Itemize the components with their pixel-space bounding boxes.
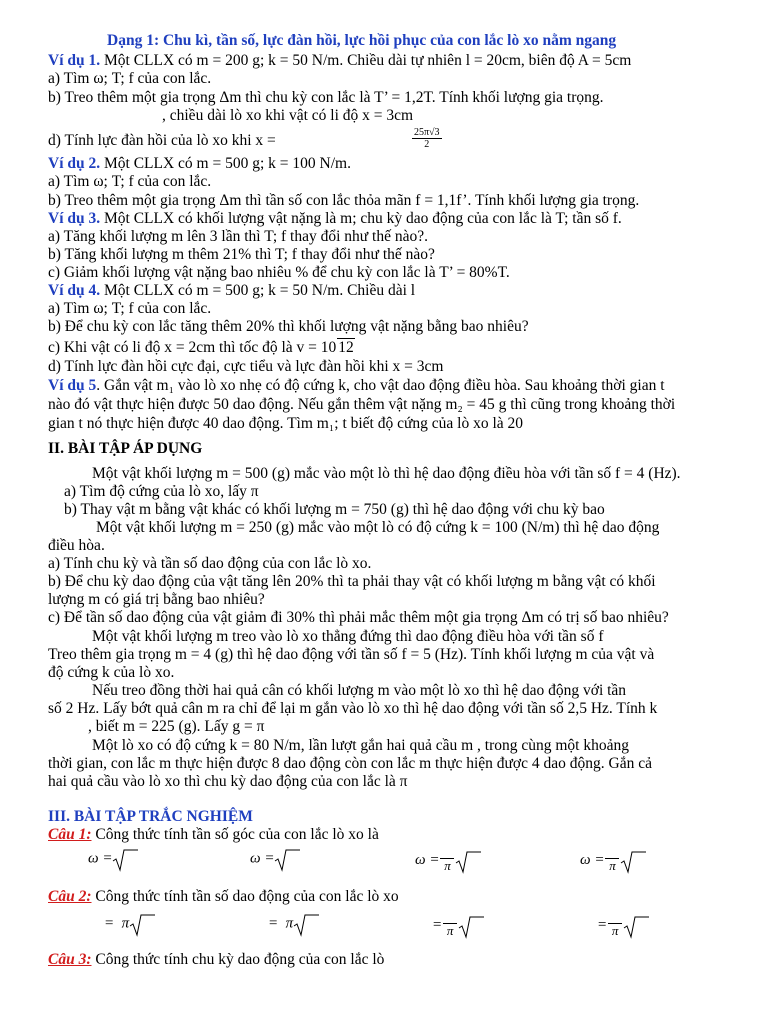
q1-option-a [88, 848, 134, 870]
problem-5-cont: thời gian, con lắc m thực hiện được 8 dao động còn con lắc m thực hiện được 4 dao động. Gắn cả [48, 755, 652, 772]
q2-option-d [597, 913, 645, 938]
problem-1: Một vật khối lượng m = 500 (g) mắc vào một lò thì hệ dao động điều hòa với tần số f = 4 (Hz). [92, 465, 681, 482]
example-1-b: b) Treo thêm một gia trọng Δm thì chu kỳ con lắc là T’ = 1,2T. Tính khối lượng gia trọng. [48, 89, 604, 106]
example-3 [48, 210, 622, 228]
problem-3-cont-2: độ cứng k của lò xo. [48, 664, 175, 681]
sqrt-icon [458, 915, 480, 937]
fraction-over-pi [605, 848, 619, 873]
example-2-b: b) Treo thêm một gia trọng Δm thì tần số con lắc thỏa mãn f = 1,1f’. Tính khối lượng gia trọng. [48, 192, 640, 209]
fraction-numerator: 25π√3 [414, 127, 440, 138]
sqrt-icon [455, 850, 477, 872]
sqrt-icon [293, 913, 315, 935]
example-text: Một CLLX có khối lượng vật nặng là m; chu kỳ dao động của con lắc là T; tần số f. [100, 210, 622, 227]
q1-option-b [250, 848, 296, 870]
problem-2-b: b) Để chu kỳ dao động của vật tăng lên 20% thì ta phải thay vật có khối lượng m bằng vật có khối [48, 573, 656, 590]
problem-4-cont-2: , biết m = 225 (g). Lấy g = π [88, 718, 265, 735]
example-5-c: gian t nó thực hiện được 40 dao động. Tìm m₁; t biết độ cứng của lò xo là 20 [48, 415, 524, 432]
pi-symbol: π [121, 915, 130, 932]
example-4-c-text: c) Khi vật có li độ x = 2cm thì tốc độ là v = 10 [48, 339, 337, 356]
omega-eq: ω = [415, 851, 440, 868]
example-5-b: nào đó vật thực hiện được 50 dao động. Nếu gắn thêm vật nặng m₂ = 45 g thì cũng trong khoảng thời [48, 396, 676, 413]
question-label: Câu 1: [48, 826, 92, 843]
example-1 [48, 52, 631, 70]
omega-eq: ω = [88, 850, 113, 867]
example-1-d: d) Tính lực đàn hồi của lò xo khi x = [48, 132, 276, 149]
sqrt-radicand: 12 [338, 339, 354, 356]
sqrt-icon [274, 848, 296, 870]
fraction-denominator: 2 [424, 139, 430, 150]
problem-3: Một vật khối lượng m treo vào lò xo thẳng đứng thì dao động điều hòa với tần số f [92, 628, 604, 645]
example-label: Ví dụ 3. [48, 210, 101, 227]
example-3-b: b) Tăng khối lượng m thêm 21% thì T; f thay đổi như thế nào? [48, 246, 435, 263]
sqrt-icon [620, 850, 642, 872]
pi-symbol: π [609, 858, 616, 873]
example-label: Ví dụ 4. [48, 282, 101, 299]
problem-5: Một lò xo có độ cứng k = 80 N/m, lần lượt gắn hai quả cầu m , trong cùng một khoảng [92, 737, 629, 754]
q2-option-a [104, 913, 151, 935]
pi-symbol: π [611, 923, 619, 938]
omega-eq: ω = [580, 851, 605, 868]
question-text: Công thức tính tần số góc của con lắc lò xo là [91, 826, 379, 843]
problem-2: Một vật khối lượng m = 250 (g) mắc vào một lò có độ cứng k = 100 (N/m) thì hệ dao động [96, 519, 660, 536]
example-text: Một CLLX có m = 500 g; k = 100 N/m. [100, 155, 351, 172]
problem-1-b: b) Thay vật m bằng vật khác có khối lượng m = 750 (g) thì hệ dao động với chu kỳ bao [64, 501, 605, 518]
question-text: Công thức tính chu kỳ dao động của con lắc lò [91, 951, 385, 968]
q1-option-c [415, 848, 477, 873]
example-text: Một CLLX có m = 500 g; k = 50 N/m. Chiều dài l [100, 282, 416, 299]
sqrt-icon [129, 913, 151, 935]
example-4-b: b) Để chu kỳ con lắc tăng thêm 20% thì khối lượng vật nặng bằng bao nhiêu? [48, 318, 529, 335]
example-label: Ví dụ 1. [48, 52, 101, 69]
question-2 [48, 888, 399, 906]
problem-3-cont: Treo thêm gia trọng m = 4 (g) thì hệ dao động với tần số f = 5 (Hz). Tính khối lượng m của vật và [48, 646, 655, 663]
question-text: Công thức tính tần số dao động của con lắc lò xo [91, 888, 399, 905]
pi-symbol: π [285, 915, 294, 932]
pi-symbol: π [444, 858, 451, 873]
fraction-over-pi [608, 913, 622, 938]
problem-2-b-cont: lượng m có giá trị bằng bao nhiêu? [48, 591, 265, 608]
example-label: Ví dụ 5 [48, 377, 97, 394]
example-5 [48, 377, 665, 395]
omega-eq: ω = [250, 850, 275, 867]
page-title: Dạng 1: Chu kì, tần số, lực đàn hồi, lực hồi phục của con lắc lò xo nằm ngang [107, 32, 617, 49]
q1-option-d [580, 848, 642, 873]
section-2-heading: II. BÀI TẬP ÁP DỤNG [48, 440, 203, 457]
example-2 [48, 155, 351, 173]
problem-5-cont-2: hai quả cầu vào lò xo thì chu kỳ dao động của con lắc là π [48, 773, 408, 790]
problem-4: Nếu treo đồng thời hai quả cân có khối lượng m vào một lò xo thì hệ dao động với tần [92, 682, 627, 699]
fraction-over-pi [443, 913, 457, 938]
problem-1-a: a) Tìm độ cứng của lò xo, lấy π [64, 483, 259, 500]
problem-2-a: a) Tính chu kỳ và tần số dao động của con lắc lò xo. [48, 555, 372, 572]
question-label: Câu 2: [48, 888, 92, 905]
question-3 [48, 951, 384, 969]
example-1-a: a) Tìm ω; T; f của con lắc. [48, 70, 212, 87]
eq-sign: = [268, 915, 279, 932]
example-1-c: , chiều dài lò xo khi vật có li độ x = 3cm [162, 107, 414, 124]
sqrt-icon [112, 848, 134, 870]
example-text: Một CLLX có m = 200 g; k = 50 N/m. Chiều dài tự nhiên l = 20cm, biên độ A = 5cm [100, 52, 632, 69]
example-3-a: a) Tăng khối lượng m lên 3 lần thì T; f thay đổi như thế nào?. [48, 228, 428, 245]
example-4-d: d) Tính lực đàn hồi cực đại, cực tiểu và lực đàn hồi khi x = 3cm [48, 358, 444, 375]
example-3-c: c) Giảm khối lượng vật nặng bao nhiêu % để chu kỳ con lắc là T’ = 80%T. [48, 264, 510, 281]
example-4 [48, 282, 415, 300]
fraction-over-pi [440, 848, 454, 873]
problem-2-c: c) Để tần số dao động của vật giảm đi 30% thì phải mắc thêm một gia trọng Δm có trị số bao nhiêu? [48, 609, 669, 626]
example-4-c [48, 338, 355, 357]
eq-sign: = [432, 916, 443, 933]
question-label: Câu 3: [48, 951, 92, 968]
example-text: . Gắn vật m₁ vào lò xo nhẹ có độ cứng k, cho vật dao động điều hòa. Sau khoảng thời gian t [96, 377, 665, 394]
question-1 [48, 826, 379, 844]
eq-sign: = [597, 916, 608, 933]
sqrt-icon [623, 915, 645, 937]
eq-sign: = [104, 915, 115, 932]
q2-option-b [268, 913, 315, 935]
problem-4-cont: số 2 Hz. Lấy bớt quả cân m ra chỉ để lại m gắn vào lò xo thì hệ dao động với tần số 2,5 Hz. Tính k [48, 700, 658, 717]
fraction-25pi-sqrt3-over-2 [412, 127, 442, 150]
example-label: Ví dụ 2. [48, 155, 101, 172]
pi-symbol: π [446, 923, 454, 938]
sqrt-12 [337, 338, 355, 357]
example-2-a: a) Tìm ω; T; f của con lắc. [48, 173, 212, 190]
example-4-a: a) Tìm ω; T; f của con lắc. [48, 300, 212, 317]
q2-option-c [432, 913, 480, 938]
problem-2-cont: điều hòa. [48, 537, 105, 554]
section-3-heading: III. BÀI TẬP TRẮC NGHIỆM [48, 808, 253, 825]
